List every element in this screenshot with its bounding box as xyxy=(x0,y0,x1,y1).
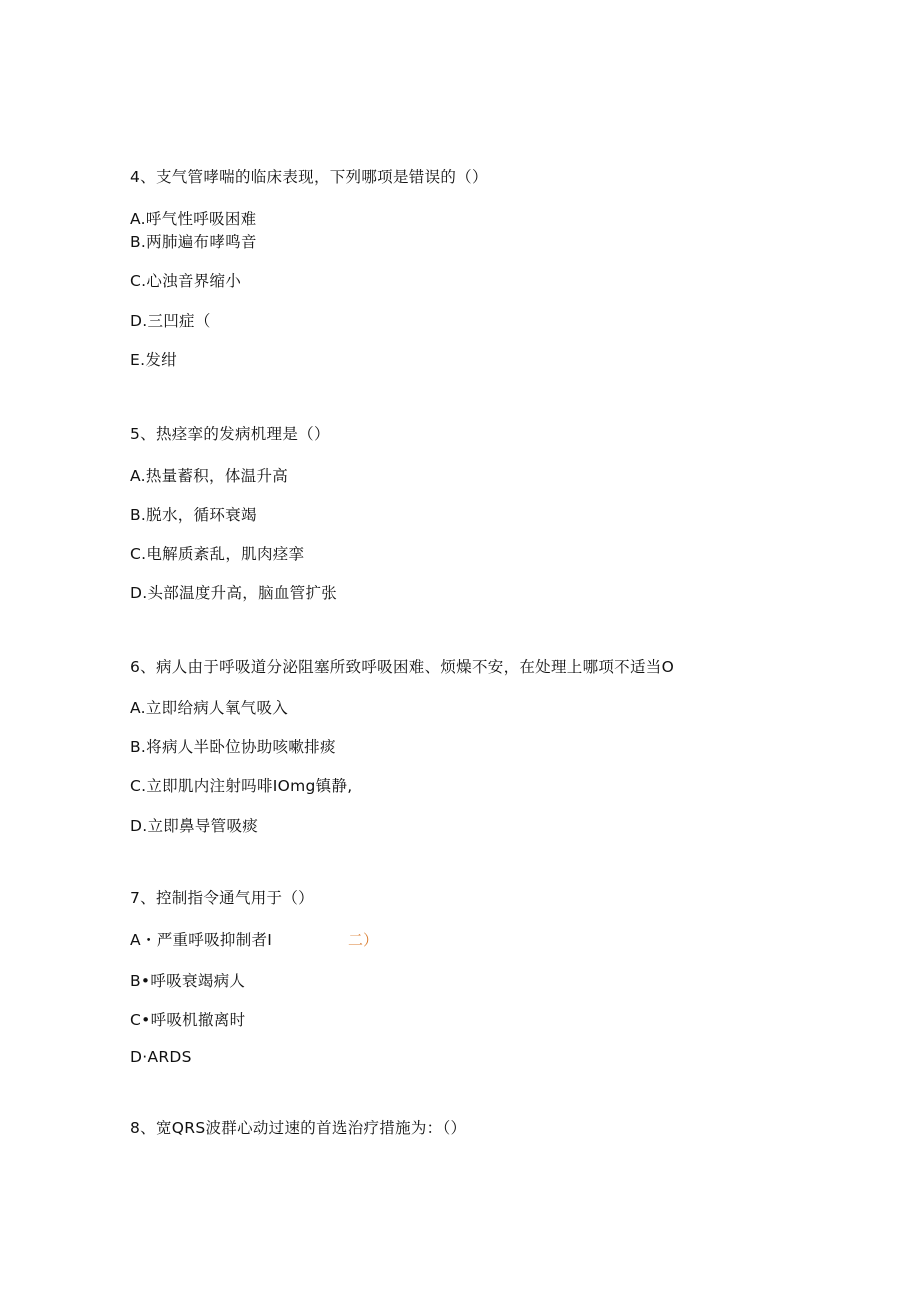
question-6-option-d: D.立即鼻导管吸痰 xyxy=(130,817,259,835)
question-4-option-d: D.三凹症（ xyxy=(130,312,211,330)
question-6-stem: 6、病人由于呼吸道分泌阻塞所致呼吸困难、烦燥不安，在处理上哪项不适当O xyxy=(130,658,675,676)
question-7-option-a: A・严重呼吸抑制者I xyxy=(130,931,273,949)
question-7-option-b: B•呼吸衰竭病人 xyxy=(130,972,246,990)
question-4-option-b: B.两肺遍布哮鸣音 xyxy=(130,233,257,251)
question-4-option-e: E.发绀 xyxy=(130,351,177,369)
question-8-stem: 8、宽QRS波群心动过速的首选治疗措施为：（） xyxy=(130,1119,467,1137)
question-4-option-c: C.心浊音界缩小 xyxy=(130,272,242,290)
question-4-option-a: A.呼气性呼吸困难 xyxy=(130,210,257,228)
margin-mark: 二） xyxy=(348,931,379,949)
question-5-option-d: D.头部温度升高，脑血管扩张 xyxy=(130,584,338,602)
question-5-option-b: B.脱水，循环衰竭 xyxy=(130,506,257,524)
question-6-option-b: B.将病人半卧位协助咳嗽排痰 xyxy=(130,738,336,756)
question-5-option-c: C.电解质紊乱，肌肉痉挛 xyxy=(130,545,305,563)
question-6-option-a: A.立即给病人氧气吸入 xyxy=(130,699,289,717)
question-5-stem: 5、热痉挛的发病机理是（） xyxy=(130,425,330,443)
question-7-option-c: C•呼吸机撤离时 xyxy=(130,1011,246,1029)
question-5-option-a: A.热量蓄积，体温升高 xyxy=(130,467,289,485)
question-7-option-d: D·ARDS xyxy=(130,1048,192,1066)
question-6-option-c: C.立即肌内注射吗啡IOmg镇静, xyxy=(130,777,353,795)
question-4-stem: 4、支气管哮喘的临床表现，下列哪项是错误的（） xyxy=(130,168,488,186)
question-7-stem: 7、控制指令通气用于（） xyxy=(130,889,314,907)
